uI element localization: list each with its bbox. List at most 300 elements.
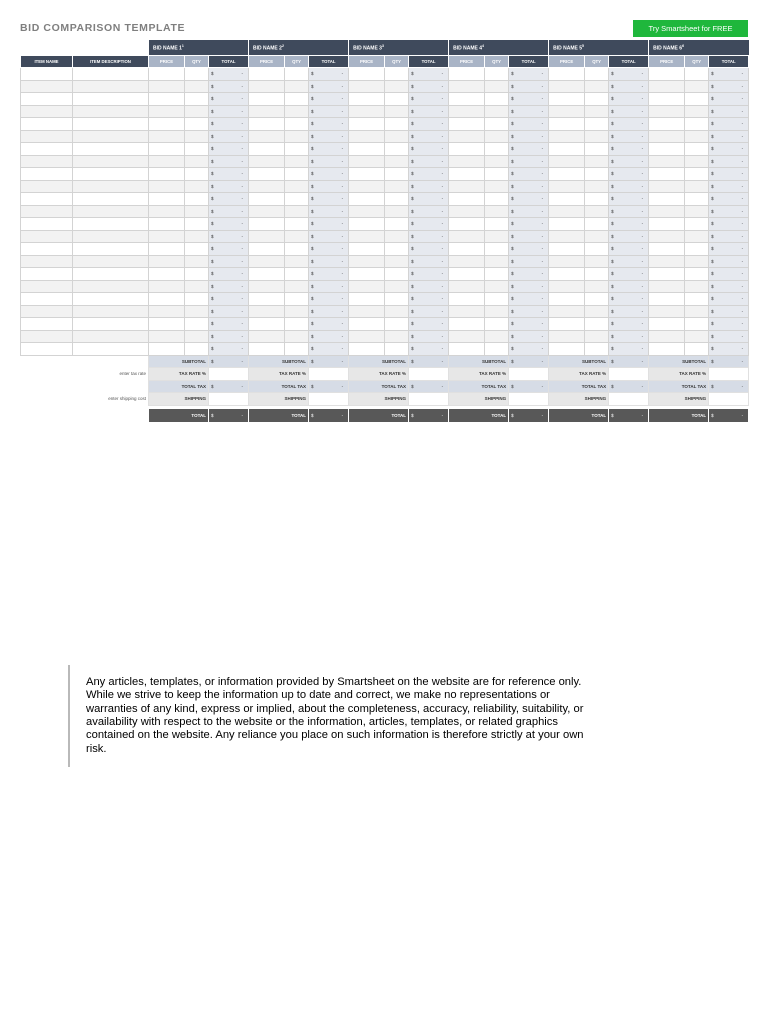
price-cell[interactable] (249, 293, 285, 306)
qty-cell[interactable] (485, 105, 509, 118)
qty-cell[interactable] (185, 105, 209, 118)
price-cell[interactable] (349, 155, 385, 168)
qty-cell[interactable] (585, 193, 609, 206)
qty-cell[interactable] (285, 180, 309, 193)
qty-cell[interactable] (585, 130, 609, 143)
qty-cell[interactable] (385, 105, 409, 118)
price-cell[interactable] (649, 105, 685, 118)
qty-cell[interactable] (185, 68, 209, 81)
bid-name-2[interactable] (249, 40, 349, 56)
price-cell[interactable] (249, 155, 285, 168)
item-description-cell[interactable] (73, 305, 149, 318)
qty-cell[interactable] (685, 118, 709, 131)
item-name-cell[interactable] (21, 280, 73, 293)
item-name-cell[interactable] (21, 105, 73, 118)
price-cell[interactable] (449, 155, 485, 168)
qty-cell[interactable] (585, 105, 609, 118)
qty-cell[interactable] (585, 80, 609, 93)
item-description-cell[interactable] (73, 143, 149, 156)
qty-cell[interactable] (585, 268, 609, 281)
item-name-cell[interactable] (21, 230, 73, 243)
price-cell[interactable] (149, 130, 185, 143)
price-cell[interactable] (249, 168, 285, 181)
summary-value[interactable] (309, 368, 349, 381)
price-cell[interactable] (349, 268, 385, 281)
item-name-cell[interactable] (21, 143, 73, 156)
price-cell[interactable] (249, 268, 285, 281)
price-cell[interactable] (249, 180, 285, 193)
price-cell[interactable] (249, 305, 285, 318)
price-cell[interactable] (349, 93, 385, 106)
price-cell[interactable] (549, 318, 585, 331)
qty-cell[interactable] (285, 130, 309, 143)
price-cell[interactable] (349, 293, 385, 306)
qty-cell[interactable] (385, 293, 409, 306)
qty-cell[interactable] (485, 330, 509, 343)
price-cell[interactable] (349, 180, 385, 193)
qty-cell[interactable] (585, 143, 609, 156)
price-cell[interactable] (349, 280, 385, 293)
price-cell[interactable] (349, 318, 385, 331)
qty-cell[interactable] (585, 118, 609, 131)
qty-cell[interactable] (485, 318, 509, 331)
item-description-cell[interactable] (73, 105, 149, 118)
price-cell[interactable] (549, 255, 585, 268)
price-cell[interactable] (549, 68, 585, 81)
price-cell[interactable] (449, 318, 485, 331)
item-description-cell[interactable] (73, 218, 149, 231)
price-cell[interactable] (249, 255, 285, 268)
price-cell[interactable] (249, 343, 285, 356)
item-name-cell[interactable] (21, 243, 73, 256)
qty-cell[interactable] (285, 330, 309, 343)
qty-cell[interactable] (485, 205, 509, 218)
item-name-cell[interactable] (21, 218, 73, 231)
price-cell[interactable] (349, 255, 385, 268)
qty-cell[interactable] (285, 105, 309, 118)
price-cell[interactable] (249, 130, 285, 143)
qty-cell[interactable] (185, 268, 209, 281)
qty-cell[interactable] (285, 305, 309, 318)
price-cell[interactable] (649, 255, 685, 268)
price-cell[interactable] (549, 80, 585, 93)
price-cell[interactable] (649, 293, 685, 306)
qty-cell[interactable] (585, 155, 609, 168)
bid-name-4[interactable] (449, 40, 549, 56)
item-description-cell[interactable] (73, 230, 149, 243)
qty-cell[interactable] (185, 93, 209, 106)
price-cell[interactable] (549, 155, 585, 168)
qty-cell[interactable] (585, 93, 609, 106)
item-name-cell[interactable] (21, 268, 73, 281)
qty-cell[interactable] (285, 218, 309, 231)
qty-cell[interactable] (385, 143, 409, 156)
qty-cell[interactable] (385, 330, 409, 343)
summary-value[interactable] (209, 368, 249, 381)
price-cell[interactable] (149, 318, 185, 331)
qty-cell[interactable] (285, 143, 309, 156)
summary-value[interactable] (409, 368, 449, 381)
price-cell[interactable] (649, 230, 685, 243)
bid-name-6[interactable] (649, 40, 749, 56)
qty-cell[interactable] (585, 68, 609, 81)
price-cell[interactable] (449, 218, 485, 231)
qty-cell[interactable] (385, 130, 409, 143)
price-cell[interactable] (449, 330, 485, 343)
price-cell[interactable] (649, 343, 685, 356)
qty-cell[interactable] (585, 243, 609, 256)
price-cell[interactable] (249, 230, 285, 243)
summary-value[interactable] (709, 393, 749, 406)
price-cell[interactable] (649, 80, 685, 93)
price-cell[interactable] (649, 268, 685, 281)
price-cell[interactable] (649, 205, 685, 218)
summary-value[interactable] (509, 393, 549, 406)
qty-cell[interactable] (485, 255, 509, 268)
qty-cell[interactable] (485, 93, 509, 106)
price-cell[interactable] (449, 80, 485, 93)
price-cell[interactable] (549, 243, 585, 256)
price-cell[interactable] (349, 80, 385, 93)
price-cell[interactable] (149, 105, 185, 118)
item-name-cell[interactable] (21, 168, 73, 181)
qty-cell[interactable] (185, 180, 209, 193)
item-description-cell[interactable] (73, 293, 149, 306)
item-name-cell[interactable] (21, 130, 73, 143)
qty-cell[interactable] (285, 155, 309, 168)
summary-value[interactable] (609, 393, 649, 406)
qty-cell[interactable] (285, 280, 309, 293)
qty-cell[interactable] (485, 118, 509, 131)
qty-cell[interactable] (185, 168, 209, 181)
item-description-cell[interactable] (73, 330, 149, 343)
qty-cell[interactable] (285, 293, 309, 306)
price-cell[interactable] (249, 68, 285, 81)
price-cell[interactable] (149, 330, 185, 343)
price-cell[interactable] (649, 243, 685, 256)
item-name-cell[interactable] (21, 155, 73, 168)
item-description-cell[interactable] (73, 255, 149, 268)
item-description-cell[interactable] (73, 118, 149, 131)
qty-cell[interactable] (185, 205, 209, 218)
qty-cell[interactable] (185, 143, 209, 156)
price-cell[interactable] (549, 143, 585, 156)
qty-cell[interactable] (685, 318, 709, 331)
price-cell[interactable] (549, 130, 585, 143)
price-cell[interactable] (349, 193, 385, 206)
item-description-cell[interactable] (73, 130, 149, 143)
item-name-cell[interactable] (21, 343, 73, 356)
qty-cell[interactable] (285, 243, 309, 256)
price-cell[interactable] (249, 118, 285, 131)
qty-cell[interactable] (585, 218, 609, 231)
price-cell[interactable] (149, 343, 185, 356)
price-cell[interactable] (149, 205, 185, 218)
price-cell[interactable] (249, 105, 285, 118)
qty-cell[interactable] (685, 293, 709, 306)
qty-cell[interactable] (685, 193, 709, 206)
price-cell[interactable] (549, 280, 585, 293)
bid-name-1[interactable] (149, 40, 249, 56)
qty-cell[interactable] (385, 68, 409, 81)
item-description-cell[interactable] (73, 193, 149, 206)
qty-cell[interactable] (185, 318, 209, 331)
qty-cell[interactable] (285, 318, 309, 331)
price-cell[interactable] (349, 230, 385, 243)
price-cell[interactable] (549, 268, 585, 281)
item-description-cell[interactable] (73, 318, 149, 331)
qty-cell[interactable] (585, 293, 609, 306)
item-description-cell[interactable] (73, 93, 149, 106)
item-name-cell[interactable] (21, 193, 73, 206)
price-cell[interactable] (649, 143, 685, 156)
qty-cell[interactable] (385, 155, 409, 168)
qty-cell[interactable] (485, 143, 509, 156)
bid-name-3[interactable] (349, 40, 449, 56)
summary-value[interactable] (609, 368, 649, 381)
price-cell[interactable] (149, 293, 185, 306)
qty-cell[interactable] (485, 168, 509, 181)
price-cell[interactable] (249, 193, 285, 206)
price-cell[interactable] (149, 230, 185, 243)
price-cell[interactable] (549, 118, 585, 131)
price-cell[interactable] (549, 93, 585, 106)
price-cell[interactable] (549, 230, 585, 243)
qty-cell[interactable] (485, 305, 509, 318)
qty-cell[interactable] (685, 105, 709, 118)
price-cell[interactable] (149, 268, 185, 281)
price-cell[interactable] (449, 305, 485, 318)
qty-cell[interactable] (685, 243, 709, 256)
price-cell[interactable] (649, 318, 685, 331)
price-cell[interactable] (549, 205, 585, 218)
qty-cell[interactable] (185, 330, 209, 343)
item-description-cell[interactable] (73, 180, 149, 193)
qty-cell[interactable] (285, 68, 309, 81)
qty-cell[interactable] (685, 205, 709, 218)
qty-cell[interactable] (185, 193, 209, 206)
price-cell[interactable] (149, 68, 185, 81)
qty-cell[interactable] (185, 118, 209, 131)
summary-value[interactable] (409, 393, 449, 406)
price-cell[interactable] (249, 143, 285, 156)
price-cell[interactable] (449, 118, 485, 131)
price-cell[interactable] (549, 293, 585, 306)
price-cell[interactable] (549, 105, 585, 118)
price-cell[interactable] (449, 280, 485, 293)
qty-cell[interactable] (485, 343, 509, 356)
price-cell[interactable] (449, 243, 485, 256)
price-cell[interactable] (449, 268, 485, 281)
price-cell[interactable] (349, 343, 385, 356)
qty-cell[interactable] (285, 255, 309, 268)
qty-cell[interactable] (685, 155, 709, 168)
qty-cell[interactable] (685, 143, 709, 156)
price-cell[interactable] (349, 243, 385, 256)
price-cell[interactable] (349, 305, 385, 318)
summary-value[interactable] (209, 393, 249, 406)
price-cell[interactable] (349, 168, 385, 181)
price-cell[interactable] (349, 143, 385, 156)
price-cell[interactable] (449, 293, 485, 306)
item-description-cell[interactable] (73, 268, 149, 281)
qty-cell[interactable] (585, 305, 609, 318)
item-description-cell[interactable] (73, 243, 149, 256)
price-cell[interactable] (449, 68, 485, 81)
price-cell[interactable] (649, 118, 685, 131)
qty-cell[interactable] (385, 255, 409, 268)
qty-cell[interactable] (485, 243, 509, 256)
price-cell[interactable] (149, 80, 185, 93)
qty-cell[interactable] (185, 80, 209, 93)
qty-cell[interactable] (485, 280, 509, 293)
qty-cell[interactable] (485, 130, 509, 143)
price-cell[interactable] (649, 93, 685, 106)
qty-cell[interactable] (185, 130, 209, 143)
price-cell[interactable] (149, 155, 185, 168)
qty-cell[interactable] (385, 168, 409, 181)
price-cell[interactable] (149, 168, 185, 181)
qty-cell[interactable] (585, 280, 609, 293)
qty-cell[interactable] (385, 280, 409, 293)
qty-cell[interactable] (385, 118, 409, 131)
qty-cell[interactable] (385, 180, 409, 193)
qty-cell[interactable] (185, 155, 209, 168)
price-cell[interactable] (549, 343, 585, 356)
qty-cell[interactable] (285, 230, 309, 243)
qty-cell[interactable] (185, 218, 209, 231)
qty-cell[interactable] (685, 230, 709, 243)
price-cell[interactable] (249, 80, 285, 93)
item-description-cell[interactable] (73, 68, 149, 81)
price-cell[interactable] (249, 205, 285, 218)
price-cell[interactable] (349, 205, 385, 218)
qty-cell[interactable] (285, 80, 309, 93)
price-cell[interactable] (649, 168, 685, 181)
price-cell[interactable] (149, 93, 185, 106)
item-name-cell[interactable] (21, 180, 73, 193)
qty-cell[interactable] (385, 305, 409, 318)
qty-cell[interactable] (585, 230, 609, 243)
price-cell[interactable] (149, 243, 185, 256)
qty-cell[interactable] (685, 255, 709, 268)
item-name-cell[interactable] (21, 118, 73, 131)
price-cell[interactable] (149, 193, 185, 206)
qty-cell[interactable] (285, 93, 309, 106)
qty-cell[interactable] (185, 243, 209, 256)
price-cell[interactable] (149, 180, 185, 193)
qty-cell[interactable] (685, 80, 709, 93)
summary-value[interactable] (309, 393, 349, 406)
item-description-cell[interactable] (73, 168, 149, 181)
qty-cell[interactable] (285, 193, 309, 206)
price-cell[interactable] (649, 180, 685, 193)
price-cell[interactable] (349, 118, 385, 131)
price-cell[interactable] (549, 330, 585, 343)
qty-cell[interactable] (585, 180, 609, 193)
qty-cell[interactable] (685, 268, 709, 281)
item-description-cell[interactable] (73, 343, 149, 356)
qty-cell[interactable] (485, 155, 509, 168)
price-cell[interactable] (449, 143, 485, 156)
qty-cell[interactable] (285, 118, 309, 131)
price-cell[interactable] (349, 218, 385, 231)
qty-cell[interactable] (585, 343, 609, 356)
price-cell[interactable] (449, 168, 485, 181)
price-cell[interactable] (649, 218, 685, 231)
qty-cell[interactable] (685, 305, 709, 318)
qty-cell[interactable] (685, 343, 709, 356)
price-cell[interactable] (249, 93, 285, 106)
item-name-cell[interactable] (21, 255, 73, 268)
price-cell[interactable] (449, 193, 485, 206)
qty-cell[interactable] (585, 318, 609, 331)
qty-cell[interactable] (585, 255, 609, 268)
price-cell[interactable] (649, 193, 685, 206)
qty-cell[interactable] (685, 130, 709, 143)
price-cell[interactable] (149, 305, 185, 318)
item-description-cell[interactable] (73, 155, 149, 168)
price-cell[interactable] (149, 280, 185, 293)
price-cell[interactable] (349, 68, 385, 81)
price-cell[interactable] (449, 230, 485, 243)
qty-cell[interactable] (385, 343, 409, 356)
qty-cell[interactable] (385, 205, 409, 218)
qty-cell[interactable] (185, 280, 209, 293)
item-name-cell[interactable] (21, 330, 73, 343)
qty-cell[interactable] (485, 230, 509, 243)
item-name-cell[interactable] (21, 68, 73, 81)
qty-cell[interactable] (685, 68, 709, 81)
item-name-cell[interactable] (21, 205, 73, 218)
qty-cell[interactable] (385, 318, 409, 331)
price-cell[interactable] (249, 218, 285, 231)
qty-cell[interactable] (385, 80, 409, 93)
qty-cell[interactable] (285, 168, 309, 181)
price-cell[interactable] (449, 93, 485, 106)
qty-cell[interactable] (385, 193, 409, 206)
price-cell[interactable] (449, 180, 485, 193)
qty-cell[interactable] (185, 255, 209, 268)
price-cell[interactable] (449, 343, 485, 356)
price-cell[interactable] (649, 280, 685, 293)
price-cell[interactable] (149, 255, 185, 268)
price-cell[interactable] (649, 155, 685, 168)
qty-cell[interactable] (685, 280, 709, 293)
item-name-cell[interactable] (21, 80, 73, 93)
price-cell[interactable] (549, 193, 585, 206)
price-cell[interactable] (449, 105, 485, 118)
qty-cell[interactable] (485, 68, 509, 81)
qty-cell[interactable] (285, 205, 309, 218)
qty-cell[interactable] (685, 168, 709, 181)
price-cell[interactable] (149, 218, 185, 231)
price-cell[interactable] (349, 105, 385, 118)
qty-cell[interactable] (385, 218, 409, 231)
item-description-cell[interactable] (73, 280, 149, 293)
price-cell[interactable] (549, 180, 585, 193)
qty-cell[interactable] (385, 93, 409, 106)
price-cell[interactable] (249, 330, 285, 343)
qty-cell[interactable] (285, 343, 309, 356)
summary-value[interactable] (509, 368, 549, 381)
qty-cell[interactable] (185, 343, 209, 356)
bid-name-5[interactable] (549, 40, 649, 56)
qty-cell[interactable] (185, 230, 209, 243)
summary-value[interactable] (709, 368, 749, 381)
qty-cell[interactable] (385, 230, 409, 243)
qty-cell[interactable] (585, 330, 609, 343)
